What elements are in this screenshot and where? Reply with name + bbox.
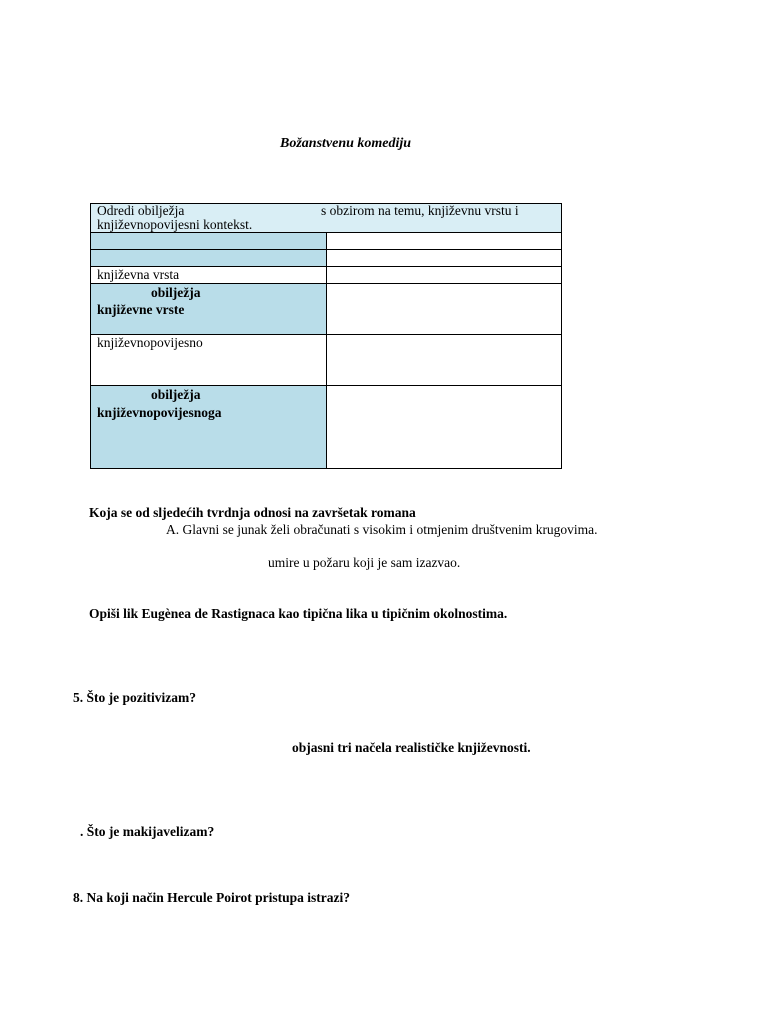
table-row-vrsta [91,267,562,284]
table-label-cell [91,250,327,267]
table-row-obiljezja-vrste [91,284,562,335]
question-zavrsetak: Koja se od sljedećih tvrdnja odnosi na završetak romana [89,505,416,520]
table-header-row [91,204,562,233]
question-8: 8. Na koji način Hercule Poirot pristupa istrazi? [73,890,350,905]
label-obiljezja-povijesnoga-line1: obilježja [151,387,201,402]
table-answer-cell[interactable] [326,335,562,386]
header-right-text: s obzirom na temu, književnu vrstu i [321,203,519,218]
question-rastignac: Opiši lik Eugènea de Rastignaca kao tipična lika u tipičnim okolnostima. [89,606,508,621]
question-5: 5. Što je pozitivizam? [73,690,196,705]
label-obiljezja-vrste-line2: književne vrste [97,302,185,317]
worksheet-table [90,203,562,469]
table-answer-cell[interactable] [326,250,562,267]
table-answer-cell[interactable] [326,284,562,335]
label-obiljezja-povijesnoga-line2: književnopovijesnoga [97,405,222,420]
label-obiljezja-vrste-line1: obilježja [151,285,201,300]
table-answer-cell[interactable] [326,267,562,284]
label-knjizevnopovijesno: književnopovijesno [91,335,327,386]
label-obiljezja-vrste [91,284,327,335]
header-line2-text: književnopovijesni kontekst. [97,217,253,232]
table-row [91,233,562,250]
label-obiljezja-povijesnoga [91,386,327,469]
option-fragment: umire u požaru koji je sam izazvao. [268,555,461,570]
table-row-povijesno [91,335,562,386]
table-row-obiljezja-povijesnoga [91,386,562,469]
table-header-cell [91,204,562,233]
question-nacela: objasni tri načela realističke književnosti. [292,740,531,755]
table-label-cell [91,233,327,250]
page-title: Božanstvenu komediju [280,136,412,151]
question-makijavelizam: . Što je makijavelizam? [80,824,215,839]
header-left-text: Odredi obilježja [97,203,185,218]
table-answer-cell[interactable] [326,233,562,250]
table-row [91,250,562,267]
label-knjizevna-vrsta: književna vrsta [91,267,327,284]
option-a: A. Glavni se junak želi obračunati s visokim i otmjenim društvenim krugovima. [166,522,598,537]
table-answer-cell[interactable] [326,386,562,469]
